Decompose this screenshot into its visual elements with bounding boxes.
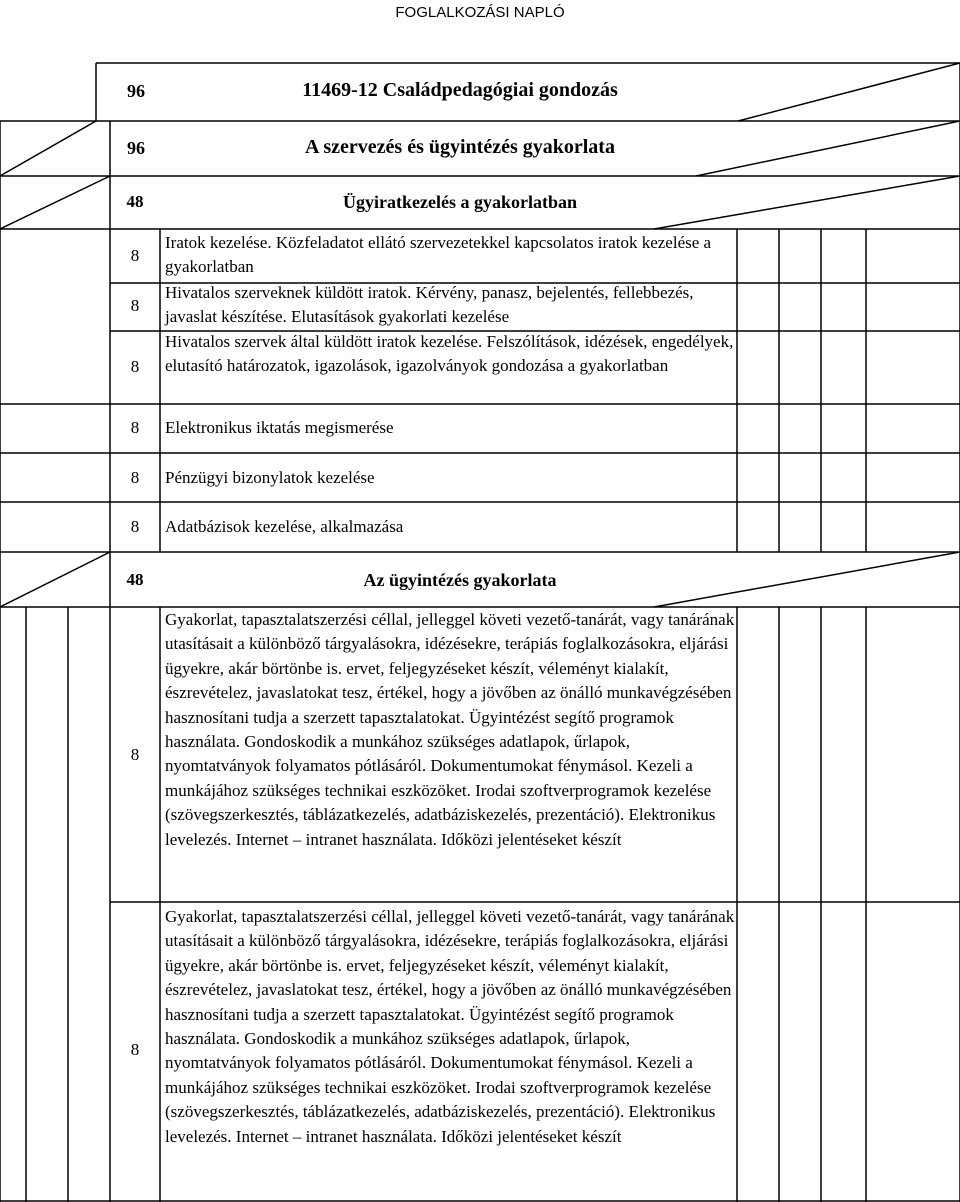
t1-item-6-hours: 8 [130, 517, 140, 536]
document-header: FOGLALKOZÁSI NAPLÓ [395, 4, 565, 21]
t1-item-3-text: Hivatalos szervek által küldött iratok kezelése. Felszólítások, idézések, engedélyek, elutasító határozatok, igazolások, igazolványok gondozása a gyakorlatban [165, 332, 734, 376]
t2-item-1-text: Gyakorlat, tapasztalatszerzési céllal, jelleggel követi vezető-tanárát, vagy tanárának utasításait a különböző tárgyalásokra, idézésekre, terápiás foglalkozásokra, eljárási ügyekre, akár börtönbe is. ervet, feljegyzéseket készít, véleményt kialakít, észrevételez, javaslatokat tesz, értékel, hogy a jövőben az önálló munkavégzésében hasznosítani tudja a szerzett tapasztalatokat. Ügyintézést segítő programok használata. Gondoskodik a munkához szükséges adatlapok, űrlapok, nyomtatványok folyamatos pótlásáról. Dokumentumokat fénymásol. Kezeli a munkájához szükséges technikai eszközöket. Irodai szoftverprogramok kezelése (szövegszerkesztés, táblázatkezelés, adatbáziskezelés, prezentáció). Elektronikus levelezés. Internet – intranet használata. Időközi jelentéseket készít [165, 610, 735, 849]
module-hours: 96 [127, 81, 145, 101]
t2-item-2-hours: 8 [130, 1040, 140, 1059]
t1-item-4-hours: 8 [130, 418, 140, 437]
topic2-hours: 48 [126, 570, 144, 589]
module-title: 11469-12 Családpedagógiai gondozás [302, 79, 618, 101]
subject-title: A szervezés és ügyintézés gyakorlata [305, 136, 615, 158]
t1-item-5-hours: 8 [130, 468, 140, 487]
t1-item-5-text: Pénzügyi bizonylatok kezelése [165, 468, 375, 487]
t1-item-3-hours: 8 [130, 357, 140, 376]
t1-item-1-text: Iratok kezelése. Közfeladatot ellátó szervezetekkel kapcsolatos iratok kezelése a gyakorlatban [165, 233, 712, 277]
topic2-title: Az ügyintézés gyakorlata [363, 570, 557, 590]
subject-hours: 96 [127, 138, 145, 158]
topic1-hours: 48 [126, 192, 144, 211]
t1-item-2-hours: 8 [130, 296, 140, 315]
t2-item-2-text: Gyakorlat, tapasztalatszerzési céllal, jelleggel követi vezető-tanárát, vagy tanárának utasításait a különböző tárgyalásokra, idézésekre, terápiás foglalkozásokra, eljárási ügyekre, akár börtönbe is. ervet, feljegyzéseket készít, véleményt kialakít, észrevételez, javaslatokat tesz, értékel, hogy a jövőben az önálló munkavégzésében hasznosítani tudja a szerzett tapasztalatokat. Ügyintézést segítő programok használata. Gondoskodik a munkához szükséges adatlapok, űrlapok, nyomtatványok folyamatos pótlásáról. Dokumentumokat fénymásol. Kezeli a munkájához szükséges technikai eszközöket. Irodai szoftverprogramok kezelése (szövegszerkesztés, táblázatkezelés, adatbáziskezelés, prezentáció). Elektronikus levelezés. Internet – intranet használata. Időközi jelentéseket készít [165, 907, 735, 1146]
t2-item-1-hours: 8 [130, 745, 140, 764]
t1-item-4-text: Elektronikus iktatás megismerése [165, 418, 394, 437]
t1-item-6-text: Adatbázisok kezelése, alkalmazása [165, 517, 404, 536]
topic1-title: Ügyiratkezelés a gyakorlatban [343, 192, 577, 212]
t1-item-1-hours: 8 [130, 246, 140, 265]
t1-item-2-text: Hivatalos szerveknek küldött iratok. Kérvény, panasz, bejelentés, fellebbezés, javaslat készítése. Elutasítások gyakorlati kezelése [165, 283, 694, 327]
